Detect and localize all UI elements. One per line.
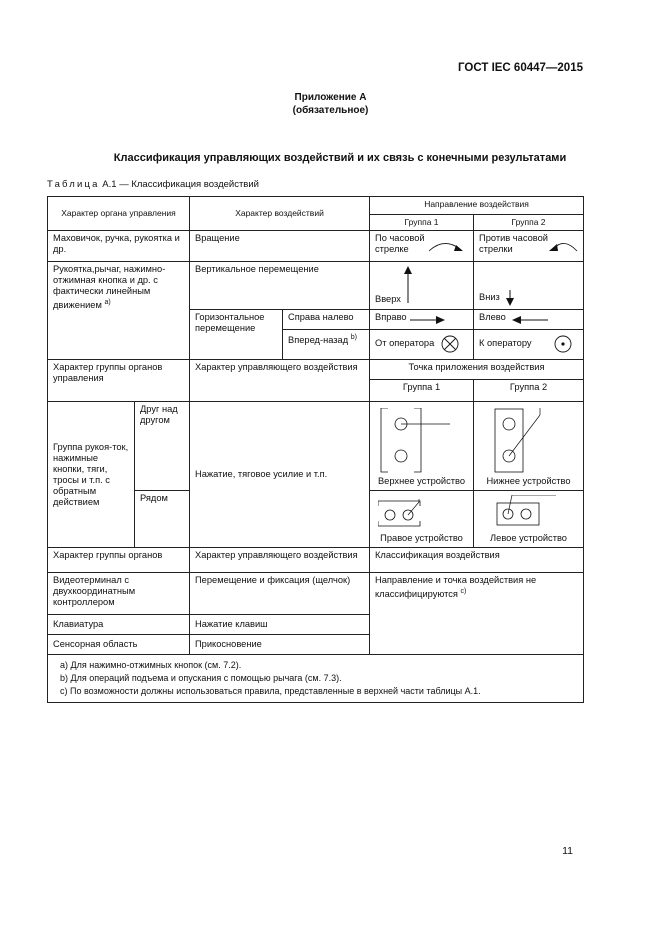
caption-text: А.1 — Классификация воздействий [99, 179, 259, 190]
footnote-a: а) Для нажимно-отжимных кнопок (см. 7.2). [60, 660, 242, 670]
counterclockwise-label: Против часовой стрелки [479, 233, 548, 254]
header-control-type: Характер органа управления [48, 197, 190, 231]
video-terminal-cell: Видеотерминал с двухкоординатным контроллером [48, 573, 190, 615]
section-title: Классификация управляющих воздействий и их связь с конечными результатами [113, 152, 567, 164]
up-label: Вверх [375, 294, 401, 304]
side-by-side-cell: Рядом [135, 491, 190, 548]
rotation-action-cell: Вращение [190, 231, 370, 262]
right-label: Вправо [375, 312, 407, 322]
header-group-2: Группа 2 [474, 215, 584, 231]
one-above-another-cell: Друг над другом [135, 402, 190, 491]
counterclockwise-arrow-icon [548, 239, 580, 255]
header-action-type: Характер воздействий [190, 197, 370, 231]
circle-cross-icon [441, 335, 459, 353]
clockwise-arrow-icon [426, 239, 466, 255]
vertical-action-cell: Вертикальное перемещение [190, 262, 370, 310]
left-arrow-icon [512, 316, 548, 324]
appendix-title: Приложение А [294, 92, 367, 103]
reverse-group-control-cell: Группа рукоя-ток, нажимные кнопки, тяги, тросы и т.п. с обратным действием [48, 402, 135, 548]
right-device-diagram-icon [378, 499, 438, 527]
footnotes-cell [48, 655, 584, 703]
left-device-label: Левое устройство [490, 533, 567, 543]
right-cell [370, 310, 474, 330]
footnote-c: с) По возможности должны использоваться правила, представленные в верхней части таблицы А.1. [60, 686, 481, 696]
right-device-label: Правое устройство [380, 533, 463, 543]
appendix-subtitle: (обязательное) [292, 105, 369, 116]
upper-device-diagram-icon [380, 408, 450, 473]
right-device-cell [370, 491, 474, 548]
lower-device-label: Нижнее устройство [486, 476, 571, 486]
down-label: Вниз [479, 292, 500, 302]
header2-action: Характер управляющего воздействия [190, 360, 370, 402]
horizontal-action-cell: Горизонтальное перемещение [190, 310, 283, 360]
counterclockwise-cell [474, 231, 584, 262]
up-cell [370, 262, 474, 310]
footnote-ref-c: с) [460, 588, 467, 595]
footnote-ref-b: b) [350, 334, 357, 341]
touch-area-cell: Сенсорная область [48, 635, 190, 655]
linear-control-text: Рукоятка,рычаг, нажимно-отжимная кнопка и др. с фактически линейным движением [53, 264, 166, 311]
away-label: От оператора [375, 338, 435, 348]
header3-classification: Классификация воздействия [370, 548, 584, 573]
page-number: 11 [562, 845, 573, 857]
lower-device-cell [474, 402, 584, 491]
clockwise-label: По часовой стрелке [375, 233, 425, 254]
toward-label: К оператору [479, 338, 532, 348]
footnote-b: b) Для операций подъема и опускания с помощью рычага (см. 7.3). [60, 673, 342, 683]
table-caption [47, 179, 259, 190]
header2-application-point: Точка приложения воздействия [370, 360, 584, 380]
lower-device-diagram-icon [494, 408, 564, 473]
header-direction: Направление воздействия [370, 197, 584, 215]
upper-device-cell [370, 402, 474, 491]
caption-prefix: Таблица [47, 179, 100, 190]
header3-action: Характер управляющего воздействия [190, 548, 370, 573]
down-arrow-icon [506, 290, 514, 306]
down-cell [474, 262, 584, 310]
header2-group-2: Группа 2 [474, 380, 584, 402]
left-label: Влево [479, 312, 506, 322]
upper-device-label: Верхнее устройство [377, 476, 466, 486]
touch-action-cell: Прикосновение [190, 635, 370, 655]
linear-control-cell [48, 262, 190, 360]
not-classified-text: Направление и точка воздействия не классифицируются [375, 575, 537, 600]
document-header: ГОСТ IEC 60447—2015 [458, 62, 583, 74]
not-classified-cell [370, 573, 584, 655]
footnote-ref-a: а) [104, 299, 111, 306]
left-device-diagram-icon [496, 495, 556, 527]
keyboard-cell: Клавиатура [48, 615, 190, 635]
header-group-1: Группа 1 [370, 215, 474, 231]
classification-table [47, 196, 584, 703]
left-device-cell [474, 491, 584, 548]
header3-control-group: Характер группы органов [48, 548, 190, 573]
header2-control-group: Характер группы органов управления [48, 360, 190, 402]
toward-operator-cell [474, 330, 584, 360]
left-cell [474, 310, 584, 330]
circle-dot-icon [554, 335, 572, 353]
key-press-action-cell: Нажатие клавиш [190, 615, 370, 635]
away-from-operator-cell [370, 330, 474, 360]
header2-group-1: Группа 1 [370, 380, 474, 402]
right-to-left-cell: Справа налево [283, 310, 370, 330]
rotation-control-cell: Маховичок, ручка, рукоятка и др. [48, 231, 190, 262]
forward-back-cell [283, 330, 370, 360]
press-pull-action-cell: Нажатие, тяговое усилие и т.п. [190, 402, 370, 548]
move-click-action-cell: Перемещение и фиксация (щелчок) [190, 573, 370, 615]
forward-back-label: Вперед-назад [288, 335, 349, 346]
clockwise-cell [370, 231, 474, 262]
right-arrow-icon [410, 316, 446, 324]
up-arrow-icon [404, 266, 412, 304]
